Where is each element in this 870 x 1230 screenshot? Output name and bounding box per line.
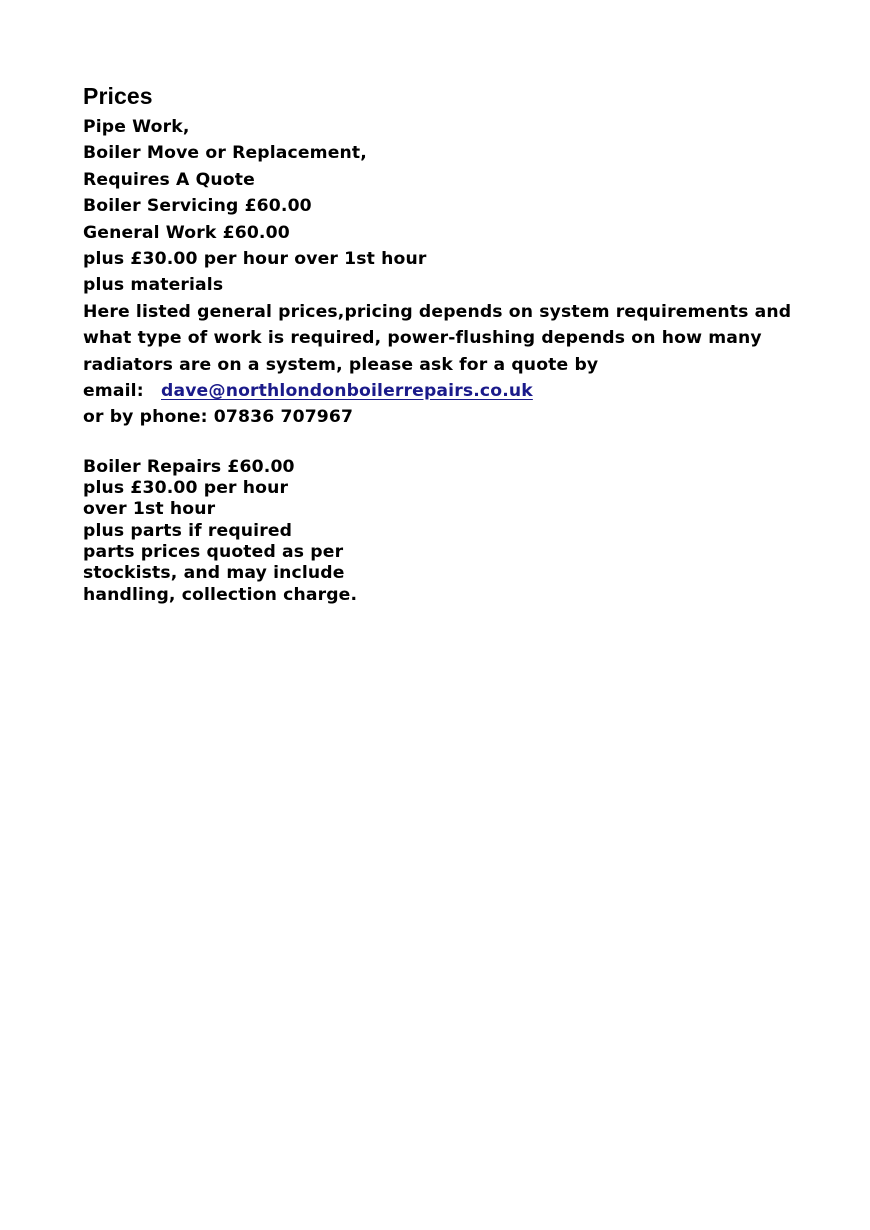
document-page (83, 82, 843, 606)
repairs-line: handling, collection charge. (83, 584, 358, 605)
repairs-line: Boiler Repairs £60.00 (83, 456, 295, 477)
price-line: Pipe Work, (83, 117, 190, 137)
description-line: Here listed general prices,pricing depends on system requirements and (83, 301, 792, 322)
phone-line: or by phone: 07836 707967 (83, 407, 354, 428)
price-line: Boiler Servicing £60.00 (83, 196, 312, 217)
email-label: email: (83, 381, 144, 402)
repairs-line: plus parts if required (83, 520, 293, 541)
description-line: radiators are on a system, please ask for a quote by (83, 354, 599, 375)
price-line: plus £30.00 per hour over 1st hour (83, 249, 427, 270)
price-line: Boiler Move or Replacement, (83, 143, 367, 164)
page-title: Prices (83, 83, 153, 109)
email-row (83, 378, 843, 404)
email-link[interactable]: dave@northlondonboilerrepairs.co.uk (161, 381, 533, 402)
prices-block (83, 114, 843, 431)
price-line: Requires A Quote (83, 169, 255, 190)
repairs-line: parts prices quoted as per (83, 542, 344, 563)
price-line: plus materials (83, 275, 224, 296)
repairs-line: stockists, and may include (83, 563, 345, 584)
repairs-line: over 1st hour (83, 499, 216, 520)
repairs-block (83, 457, 843, 606)
price-line: General Work £60.00 (83, 222, 290, 243)
description-line: what type of work is required, power-flushing depends on how many (83, 328, 762, 349)
repairs-line: plus £30.00 per hour (83, 478, 289, 499)
